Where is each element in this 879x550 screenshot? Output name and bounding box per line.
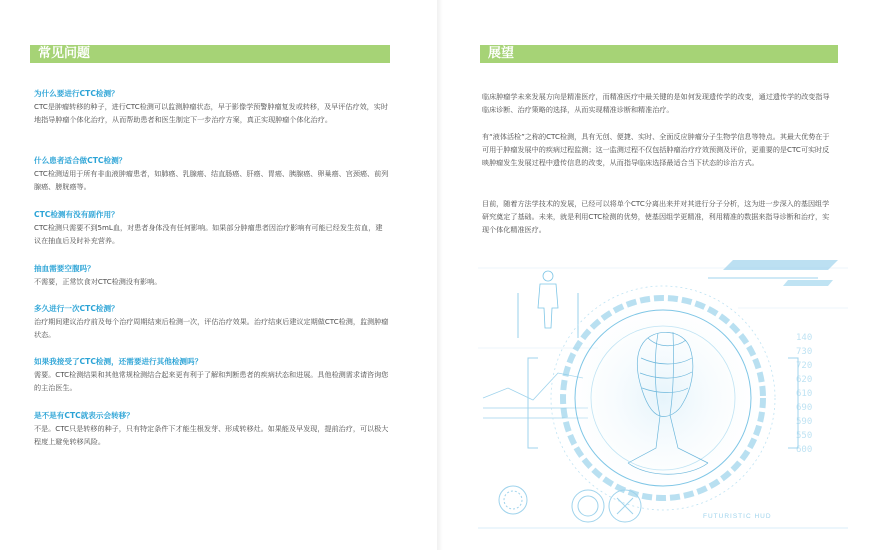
- hud-number: 550: [796, 431, 813, 441]
- hud-label: FUTURISTIC HUD: [703, 513, 772, 520]
- faq-answer: 不是。CTC只是转移的种子，只有特定条件下才能生根发芽、形成转移灶。如果能及早发现，提前治疗，可以极大程度上避免转移风险。: [34, 424, 389, 447]
- faq-question: 是不是有CTC就表示会转移？: [34, 411, 134, 420]
- faq-question: 多久进行一次CTC检测？: [34, 304, 119, 313]
- futuristic-hud-illustration: [478, 248, 848, 548]
- faq-answer: CTC检测只需要不到5mL血，对患者身体没有任何影响。如果部分肿瘤患者因治疗影响有可能已经发生贫血，建议在抽血后及时补充营养。: [34, 223, 383, 246]
- hud-number: 610: [796, 389, 813, 399]
- faq-question: 为什么要进行CTC检测？: [34, 89, 119, 98]
- outlook-paragraph: 有“液体活检”之称的CTC检测，具有无创、便捷、实时、全面反应肿瘤分子生物学信息等特点。其最大优势在于可用于肿瘤发展中的疾病过程监测；这一监测过程不仅包括肿瘤治疗疗效预测及评价，更重要的是CTC可实时反映肿瘤发生发展过程中遗传信息的改变，从而指导临床选择最适合当下状态的诊治方式。: [482, 132, 830, 168]
- faq-question: 如果我接受了CTC检测，还需要进行其他检测吗？: [34, 357, 203, 366]
- human-figure-icon: [518, 271, 578, 338]
- faq-question: CTC检测有没有副作用？: [34, 210, 119, 219]
- hud-number: 720: [796, 361, 813, 371]
- faq-item: [34, 356, 389, 394]
- faq-question: 抽血需要空腹吗？: [34, 264, 95, 273]
- section-header-faq: 常见问题: [30, 45, 390, 63]
- faq-item: [34, 155, 389, 193]
- faq-answer: CTC检测适用于所有非血液肿瘤患者，如肺癌、乳腺癌、结直肠癌、肝癌、胃癌、胰腺癌、卵巢癌、宫颈癌、前列腺癌、膀胱癌等。: [34, 169, 389, 192]
- hud-banner: [708, 260, 838, 286]
- page-spine: [437, 0, 443, 550]
- faq-item: [34, 410, 389, 448]
- faq-answer: 需要。CTC检测结果和其他常规检测结合起来更有利于了解和判断患者的疾病状态和进展。具他检测需求请咨询您的主治医生。: [34, 370, 389, 393]
- hud-number: 600: [796, 445, 813, 455]
- outlook-paragraph: 临床肿瘤学未来发展方向是精准医疗，而精准医疗中最关键的是如何发现遗传学的改变，通过遗传学的改变指导临床诊断、治疗策略的选择，从而实现精准诊断和精准治疗。: [482, 92, 830, 115]
- hud-number: 140: [796, 333, 813, 343]
- faq-answer: 不需要，正常饮食对CTC检测没有影响。: [34, 277, 162, 286]
- faq-item: [34, 209, 389, 247]
- hud-number: 690: [796, 403, 813, 413]
- faq-answer: CTC是肿瘤转移的种子，进行CTC检测可以监测肿瘤状态，早于影像学预警肿瘤复发或转移，及早评估疗效，实时地指导肿瘤个体化治疗，从而帮助患者和医生制定下一步治疗方案，真正实现肿瘤个体化治疗。: [34, 102, 388, 125]
- hud-number: 590: [796, 417, 813, 427]
- faq-item: [34, 303, 389, 341]
- section-header-outlook: 展望: [480, 45, 838, 63]
- faq-question: 什么患者适合做CTC检测？: [34, 156, 127, 165]
- faq-item: [34, 263, 389, 288]
- outlook-paragraph: 目前，随着方法学技术的发展，已经可以将单个CTC分离出来并对其进行分子分析，这为进一步深入的基因组学研究奠定了基础。未来，就是利用CTC检测的优势，使基因组学更精准，利用精准的数据来指导诊断和治疗，实现个体化精准医疗。: [482, 199, 830, 235]
- hud-number: 730: [796, 347, 813, 357]
- hud-number: 620: [796, 375, 813, 385]
- faq-answer: 治疗期间建议治疗前及每个治疗周期结束后检测一次，评估治疗效果。治疗结束后建议定期做CTC检测，监测肿瘤状态。: [34, 317, 389, 340]
- faq-item: [34, 88, 389, 126]
